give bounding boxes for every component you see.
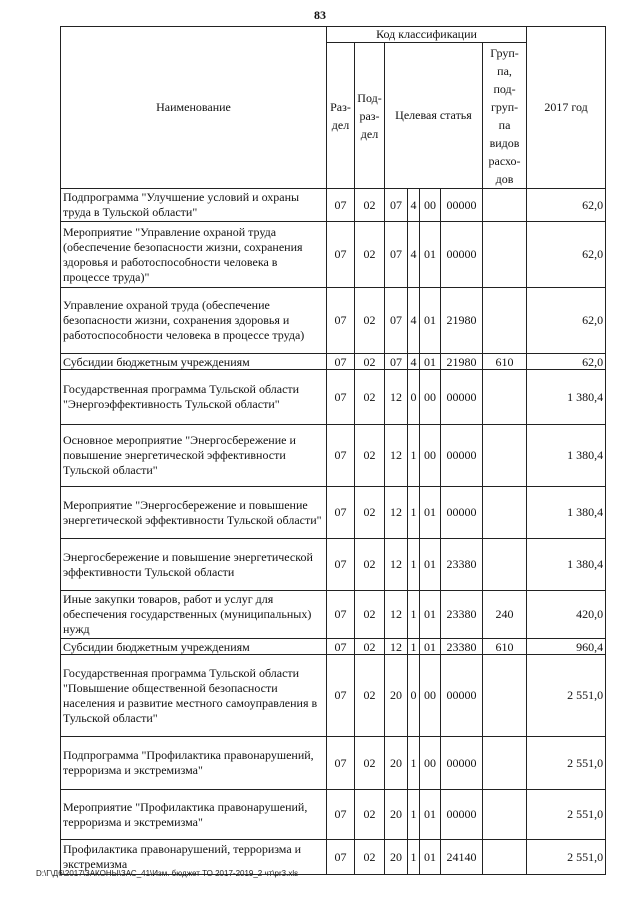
row-section: 07 — [327, 189, 355, 222]
table-row — [61, 222, 606, 288]
row-article-program: 20 — [385, 655, 408, 737]
row-article-program: 12 — [385, 425, 408, 487]
row-expense-type: 610 — [483, 354, 527, 370]
row-amount: 420,0 — [527, 591, 606, 639]
row-amount: 2 551,0 — [527, 737, 606, 790]
header-section: Раз- дел — [327, 43, 355, 189]
row-section: 07 — [327, 539, 355, 591]
row-article-event: 00 — [420, 370, 441, 425]
table-row — [61, 288, 606, 354]
row-article-program: 07 — [385, 222, 408, 288]
table-row — [61, 370, 606, 425]
row-article-direction: 00000 — [441, 189, 483, 222]
row-expense-type — [483, 487, 527, 539]
row-expense-type — [483, 222, 527, 288]
table-row — [61, 639, 606, 655]
row-expense-type — [483, 737, 527, 790]
row-amount: 960,4 — [527, 639, 606, 655]
row-subsection: 02 — [355, 189, 385, 222]
row-article-subprogram: 1 — [408, 737, 420, 790]
row-subsection: 02 — [355, 639, 385, 655]
row-article-program: 12 — [385, 370, 408, 425]
row-expense-type — [483, 425, 527, 487]
row-article-subprogram: 4 — [408, 189, 420, 222]
table-row — [61, 539, 606, 591]
row-amount: 1 380,4 — [527, 370, 606, 425]
row-amount: 62,0 — [527, 288, 606, 354]
row-name: Мероприятие "Профилактика правонарушений, терроризма и экстремизма" — [61, 790, 327, 840]
page-number: 83 — [314, 8, 326, 22]
row-section: 07 — [327, 222, 355, 288]
file-path-footer: D:\Г\Д6\2017\ЗАКОНЫ\ЗАС_41\Изм. бюджет ТО 2017-2019_2 чт\pr3.xls — [36, 869, 299, 878]
row-name: Мероприятие "Энергосбережение и повышение энергетической эффективности Тульской области" — [61, 487, 327, 539]
row-article-event: 01 — [420, 487, 441, 539]
header-code-group: Код классификации — [327, 27, 527, 43]
header-subsection: Под- раз- дел — [355, 43, 385, 189]
table-row — [61, 790, 606, 840]
table-row — [61, 487, 606, 539]
header-year: 2017 год — [527, 27, 606, 189]
row-expense-type: 610 — [483, 639, 527, 655]
row-subsection: 02 — [355, 354, 385, 370]
row-subsection: 02 — [355, 487, 385, 539]
row-article-program: 12 — [385, 591, 408, 639]
row-name: Подпрограмма "Профилактика правонарушений, терроризма и экстремизма" — [61, 737, 327, 790]
row-amount: 62,0 — [527, 189, 606, 222]
row-article-direction: 21980 — [441, 354, 483, 370]
row-amount: 62,0 — [527, 354, 606, 370]
row-section: 07 — [327, 591, 355, 639]
row-name: Энергосбережение и повышение энергетической эффективности Тульской области — [61, 539, 327, 591]
row-article-subprogram: 1 — [408, 539, 420, 591]
row-article-direction: 00000 — [441, 655, 483, 737]
row-article-direction: 00000 — [441, 222, 483, 288]
row-article-program: 12 — [385, 487, 408, 539]
row-section: 07 — [327, 370, 355, 425]
header-expense-type: Груп- па, под- груп- па видов расхо- дов — [483, 43, 527, 189]
row-expense-type: 240 — [483, 591, 527, 639]
row-name: Субсидии бюджетным учреждениям — [61, 639, 327, 655]
row-section: 07 — [327, 425, 355, 487]
row-subsection: 02 — [355, 370, 385, 425]
row-article-program: 07 — [385, 354, 408, 370]
row-article-subprogram: 4 — [408, 288, 420, 354]
row-amount: 2 551,0 — [527, 840, 606, 875]
row-article-event: 01 — [420, 790, 441, 840]
row-article-direction: 00000 — [441, 790, 483, 840]
row-article-subprogram: 4 — [408, 222, 420, 288]
header-target-article: Целевая статья — [385, 43, 483, 189]
row-section: 07 — [327, 737, 355, 790]
row-article-subprogram: 0 — [408, 655, 420, 737]
row-name: Государственная программа Тульской области "Энергоэффективность Тульской области" — [61, 370, 327, 425]
row-article-program: 20 — [385, 790, 408, 840]
budget-table — [60, 26, 606, 875]
row-section: 07 — [327, 639, 355, 655]
row-section: 07 — [327, 487, 355, 539]
row-section: 07 — [327, 288, 355, 354]
row-amount: 1 380,4 — [527, 425, 606, 487]
row-subsection: 02 — [355, 790, 385, 840]
row-subsection: 02 — [355, 539, 385, 591]
row-article-subprogram: 1 — [408, 790, 420, 840]
row-article-event: 00 — [420, 425, 441, 487]
row-expense-type — [483, 655, 527, 737]
row-article-event: 00 — [420, 189, 441, 222]
row-article-direction: 00000 — [441, 737, 483, 790]
row-name: Иные закупки товаров, работ и услуг для обеспечения государственных (муниципальных) нужд — [61, 591, 327, 639]
table-row — [61, 189, 606, 222]
row-section: 07 — [327, 354, 355, 370]
row-subsection: 02 — [355, 655, 385, 737]
row-article-direction: 00000 — [441, 425, 483, 487]
row-section: 07 — [327, 790, 355, 840]
row-article-direction: 21980 — [441, 288, 483, 354]
row-article-event: 01 — [420, 840, 441, 875]
table-header — [61, 27, 606, 189]
row-article-program: 07 — [385, 288, 408, 354]
row-subsection: 02 — [355, 737, 385, 790]
row-expense-type — [483, 790, 527, 840]
row-article-subprogram: 1 — [408, 425, 420, 487]
table-row — [61, 354, 606, 370]
header-name: Наименование — [61, 27, 327, 189]
row-name: Профилактика правонарушений, терроризма и экстремизма — [61, 840, 327, 875]
row-article-direction: 00000 — [441, 487, 483, 539]
row-name: Мероприятие "Управление охраной труда (обеспечение безопасности жизни, сохранения здоровья и работоспособности человека в процессе труда)" — [61, 222, 327, 288]
row-subsection: 02 — [355, 288, 385, 354]
row-expense-type — [483, 288, 527, 354]
row-article-direction: 00000 — [441, 370, 483, 425]
row-subsection: 02 — [355, 425, 385, 487]
row-name: Государственная программа Тульской области "Повышение общественной безопасности населения и развитие местного самоуправления в Тульской области" — [61, 655, 327, 737]
row-section: 07 — [327, 655, 355, 737]
row-article-event: 01 — [420, 222, 441, 288]
row-subsection: 02 — [355, 591, 385, 639]
row-article-program: 12 — [385, 639, 408, 655]
row-article-event: 01 — [420, 639, 441, 655]
row-amount: 2 551,0 — [527, 790, 606, 840]
row-article-program: 12 — [385, 539, 408, 591]
row-name: Управление охраной труда (обеспечение безопасности жизни, сохранения здоровья и работоспособности человека в процессе труда) — [61, 288, 327, 354]
row-article-program: 07 — [385, 189, 408, 222]
row-name: Основное мероприятие "Энергосбережение и повышение энергетической эффективности Тульской области" — [61, 425, 327, 487]
row-article-direction: 23380 — [441, 539, 483, 591]
row-article-event: 00 — [420, 655, 441, 737]
row-amount: 1 380,4 — [527, 487, 606, 539]
table-row — [61, 591, 606, 639]
row-article-event: 01 — [420, 539, 441, 591]
row-expense-type — [483, 539, 527, 591]
row-name: Субсидии бюджетным учреждениям — [61, 354, 327, 370]
table-body — [61, 189, 606, 875]
row-article-direction: 24140 — [441, 840, 483, 875]
row-article-subprogram: 1 — [408, 840, 420, 875]
row-article-program: 20 — [385, 840, 408, 875]
row-expense-type — [483, 370, 527, 425]
row-subsection: 02 — [355, 222, 385, 288]
row-name: Подпрограмма "Улучшение условий и охраны труда в Тульской области" — [61, 189, 327, 222]
row-expense-type — [483, 189, 527, 222]
row-section: 07 — [327, 840, 355, 875]
row-article-subprogram: 1 — [408, 591, 420, 639]
table-row — [61, 737, 606, 790]
row-article-program: 20 — [385, 737, 408, 790]
row-article-subprogram: 1 — [408, 487, 420, 539]
row-amount: 62,0 — [527, 222, 606, 288]
row-article-subprogram: 1 — [408, 639, 420, 655]
row-subsection: 02 — [355, 840, 385, 875]
row-amount: 1 380,4 — [527, 539, 606, 591]
row-article-direction: 23380 — [441, 591, 483, 639]
row-article-subprogram: 0 — [408, 370, 420, 425]
row-amount: 2 551,0 — [527, 655, 606, 737]
row-article-event: 01 — [420, 354, 441, 370]
row-article-event: 01 — [420, 288, 441, 354]
table-row — [61, 655, 606, 737]
row-article-subprogram: 4 — [408, 354, 420, 370]
row-article-event: 00 — [420, 737, 441, 790]
row-article-event: 01 — [420, 591, 441, 639]
row-article-direction: 23380 — [441, 639, 483, 655]
table-row — [61, 425, 606, 487]
row-expense-type — [483, 840, 527, 875]
